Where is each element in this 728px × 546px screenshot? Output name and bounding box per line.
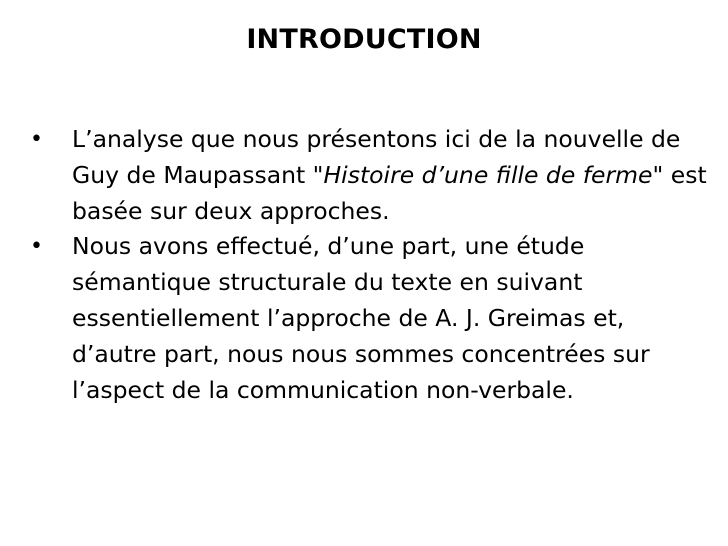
bullet-icon: • <box>30 234 43 260</box>
bullet-item-1 <box>30 122 710 229</box>
bullet-text-start: L’analyse que nous présentons ici de la nouvelle de Guy de Maupassant " <box>72 125 681 189</box>
bullet-text: Nous avons effectué, d’une part, une étude sémantique structurale du texte en suivant essentiellement l’approche de A. J. Greimas et, d’autre part, nous nous sommes concentrées sur l’aspect de la communication non-verbale. <box>72 232 650 404</box>
slide-title: INTRODUCTION <box>246 24 482 55</box>
bullet-text-end: " est basée sur deux approches. <box>72 160 707 225</box>
bullet-icon: • <box>30 127 43 152</box>
story-title: Histoire d’une fille de ferme <box>323 160 653 189</box>
bullet-list <box>30 122 710 408</box>
bullet-item-2 <box>30 229 710 408</box>
